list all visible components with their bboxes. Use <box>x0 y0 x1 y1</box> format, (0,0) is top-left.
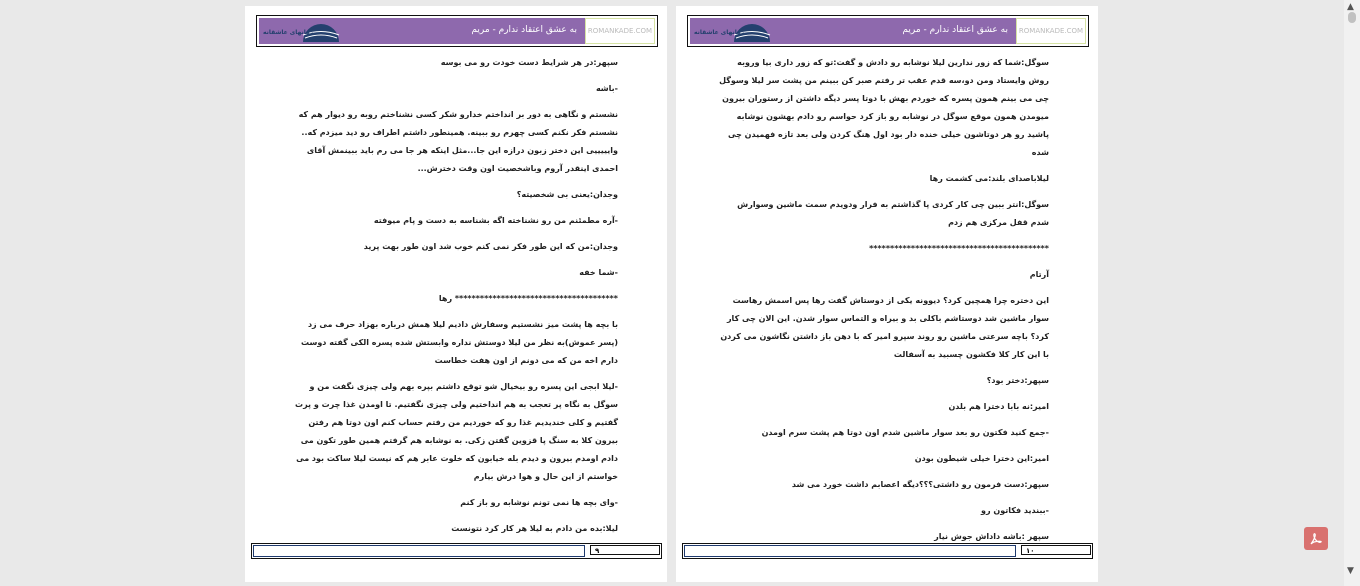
vertical-scrollbar[interactable] <box>1344 0 1360 586</box>
paragraph: سپهر:دست فرمون رو داشتی؟؟؟دیگه اعصابم داشت خورد می شد <box>791 480 1049 489</box>
scrollbar-thumb[interactable] <box>1348 12 1356 23</box>
paragraph: امیر:این دخترا خیلی شیطون بودن <box>914 454 1049 463</box>
chevron-up-icon[interactable]: ▲ <box>1347 2 1354 12</box>
paragraph: امیر:نه بابا دخترا هم بلدن <box>948 402 1049 411</box>
paragraph: سوگل:شما که زور ندارین لیلا نوشابه رو دادش و گفت:تو که زور داری بیا وروبه روش وایستاد ومن دو،سه قدم عقب تر رفتم صبر کن ببینم من پشت سر لیلا وسوگل چی می بینم همون پسره که خوردم بهش با دوتا پسر دیگه داشتن از رستوران بیرون میومدن همون موقع سوگل در نوشابه رو باز کرد حواسم رو دادم بهشون نوشابه پاشید رو هر دوتاشون خیلی خنده دار بود اول هنگ کردن ولی بعد تازه فهمیدن چی شده <box>719 58 1049 157</box>
paragraph: وجدان:یعنی بی شخصیته؟ <box>516 190 618 199</box>
paragraph: سپهر:دختر بود؟ <box>986 376 1049 385</box>
paragraph: سوگل:انتر ببین چی کار کردی پا گذاشتم به فرار ودویدم سمت ماشین وسوارش شدم قفل مرکزی هم زدم <box>737 200 1049 227</box>
paragraph: لیلاباصدای بلند:می کشمت رها <box>929 174 1049 183</box>
chevron-down-icon[interactable]: ▼ <box>1347 566 1354 576</box>
page-text <box>288 54 618 546</box>
paragraph: -آره مطمئنم من رو نشناخته اگه بشناسه به دست و پام میوفته <box>373 216 618 225</box>
paragraph: -باشه <box>595 84 618 93</box>
page-number: ۱۰ <box>1021 545 1091 555</box>
paragraph: لیلا:بده من دادم به لیلا هر کار کرد نتونست <box>451 524 618 533</box>
paragraph: -لیلا ابجی این پسره رو بیخیال شو توقع داشتم بپره بهم ولی چیزی نگفت من و سوگل به نگاه پر تعجب به هم انداختیم ولی چیزی نگفتیم. تا اومدن غذا چرت و پرت گفتیم و کلی خندیدیم غذا رو که خوردیم من رفتم حساب کنم اون دوتا هم رفتن بیرون کلا به سنگ پا قزوین گفتن زکی. به نوشابه هم گرفتم همین طور تکون می دادم اومدم بیرون و دیدم بله خیابون که خلوت عابر هم که نیست لیلا ساکت بود می خواستم از این حال و هوا درش بیارم <box>295 382 618 481</box>
logo-text: رمانهای عاشقانه <box>263 29 314 36</box>
page-text <box>719 54 1049 554</box>
page-number: ۹ <box>590 545 660 555</box>
site-logo <box>692 20 776 42</box>
document-page-10 <box>676 6 1098 582</box>
page-footer <box>682 543 1093 559</box>
pdf-icon <box>1309 532 1323 546</box>
page-header <box>687 15 1089 47</box>
paragraph: -شما خفه <box>579 268 618 277</box>
paragraph: وجدان:من که این طور فکر نمی کنم خوب شد اون طور بهت پرید <box>363 242 618 251</box>
paragraph: -وای بچه ها نمی تونم نوشابه رو باز کنم <box>460 498 618 507</box>
paragraph: سپهر :باشه داداش جوش نیار <box>934 532 1049 541</box>
book-title: به عشق اعتقاد ندارم - مریم <box>902 25 1008 35</box>
paragraph: -ببندید فکاتون رو <box>981 506 1049 515</box>
site-url: ROMANKADE.COM <box>585 18 655 44</box>
site-logo <box>261 20 345 42</box>
book-title: به عشق اعتقاد ندارم - مریم <box>471 25 577 35</box>
site-url: ROMANKADE.COM <box>1016 18 1086 44</box>
section-separator: ******************************************* <box>869 244 1049 253</box>
paragraph: سپهر:در هر شرایط دست خودت رو می بوسه <box>440 58 618 67</box>
section-heading: آرتام <box>1029 270 1049 279</box>
page-header <box>256 15 658 47</box>
pdf-download-button[interactable] <box>1304 527 1328 550</box>
document-page-9 <box>245 6 667 582</box>
page-footer <box>251 543 662 559</box>
paragraph: نشستم و نگاهی به دور بر انداختم خدارو شکر کسی نشناختم روبه رو دیوار هم که نشستم فکر نکنم کسی چهرم رو ببینه. همینطور داشتم اطراف رو دید میزدم که.. وایییییی این دختر زبون درازه این جا...مثل اینکه هر جا می رم باید ببینمش آقای احمدی اینقدر آروم وباشخصیت اون وقت دخترش... <box>298 110 618 173</box>
paragraph: این دختره چرا همچین کرد؟ دیوونه یکی از دوستاش گفت رها پس اسمش رهاست سوار ماشین شد دوستاشم باکلی بد و بیراه و التماس سوار شدن. این الان چی کار کرد؟ باچه سرعتی ماشین رو روند سپرو امیر که با دهن باز داشتن نگاشون می کردن با این کار کلا فکشون چسبید به آسفالت <box>720 296 1049 359</box>
paragraph: -جمع کنید فکتون رو بعد سوار ماشین شدم اون دوتا هم پشت سرم اومدن <box>761 428 1049 437</box>
paragraph: با بچه ها پشت میز نشستیم وسفارش دادیم لیلا همش درباره بهزاد حرف می زد (پسر عموش)به نظر من لیلا دوستش نداره وابستش شده پسره الکی گفته دوست دارم اخه من که می دونم از اون هفت خطاست <box>301 320 618 365</box>
section-separator: *************************************** رها <box>438 294 618 303</box>
logo-text: رمانهای عاشقانه <box>694 29 745 36</box>
